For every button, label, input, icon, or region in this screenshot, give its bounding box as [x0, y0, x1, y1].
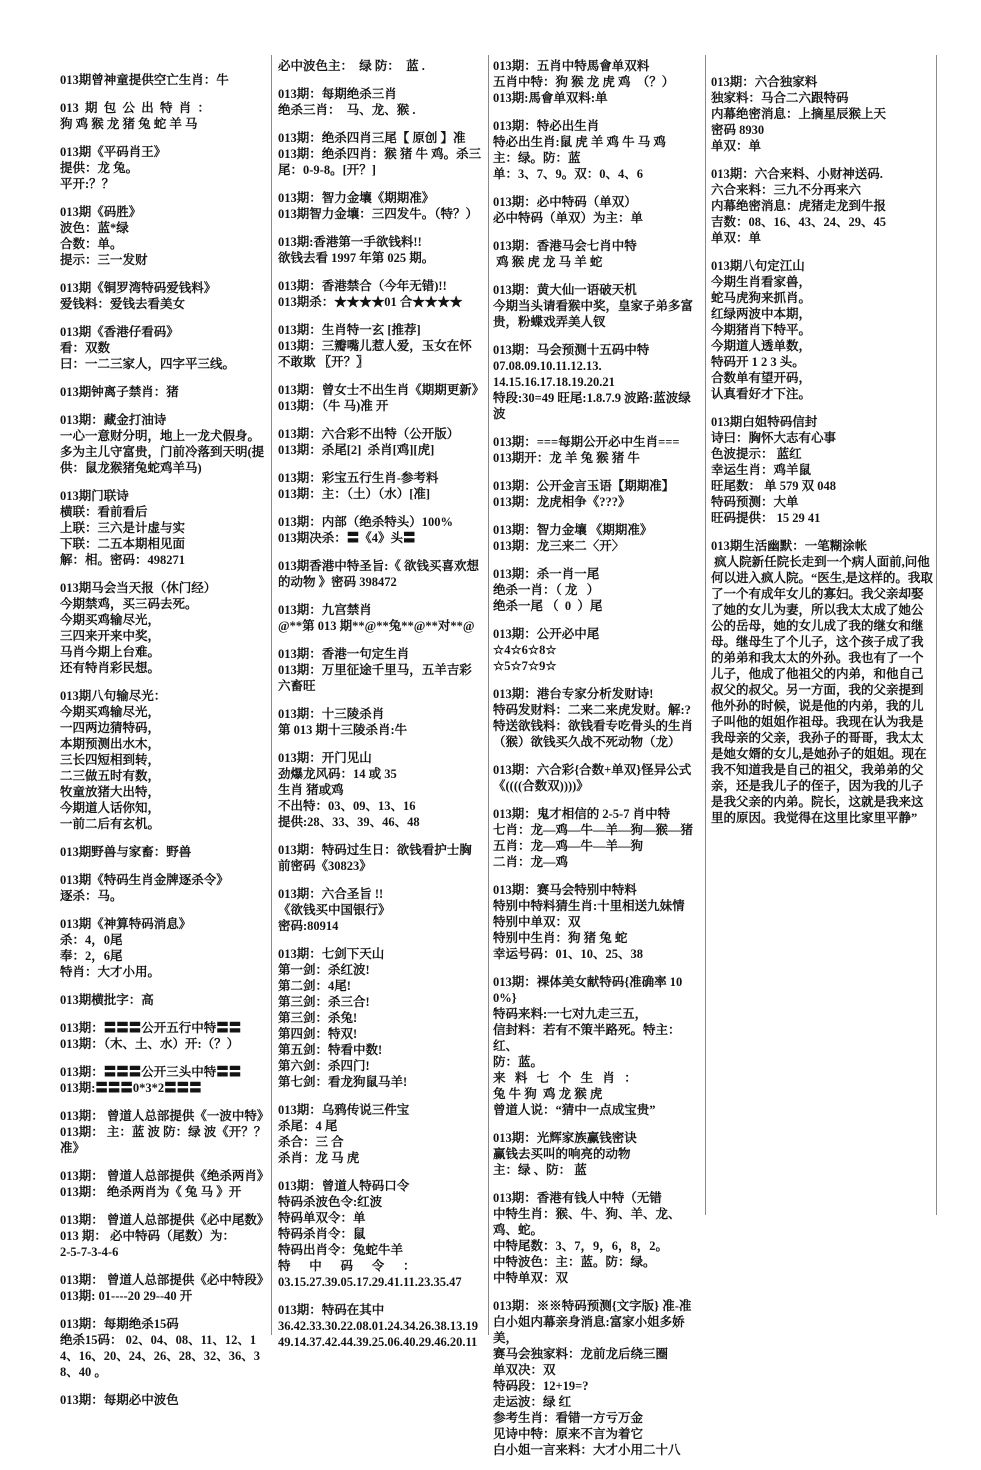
text-line: 013期：（木、土、水）开:（？） — [60, 1037, 240, 1051]
text-line: 013期：特码在其中 — [278, 1303, 385, 1317]
text-block — [493, 686, 700, 750]
text-line: 013期《香港仔看码》 — [60, 325, 179, 339]
text-line: 第三剑：杀兔! — [278, 1011, 358, 1025]
text-line: 013期：杀尾[2] 杀肖[鸡][虎] — [278, 443, 435, 457]
text-block — [278, 278, 482, 310]
text-line: 013期：曾道人特码口令 — [278, 1179, 410, 1193]
text-line: 还有特肖彩民想。 — [60, 661, 161, 675]
text-block — [60, 688, 268, 832]
text-block — [278, 1102, 482, 1166]
text-line: @**第 013 期**@**兔**@**对**@ — [278, 619, 475, 633]
text-line: 013期：港台专家分析发财诗! — [493, 687, 654, 701]
text-block — [60, 844, 268, 860]
text-line: 吉数：08、16、43、24、29、45 — [711, 215, 887, 229]
text-block — [493, 194, 700, 226]
text-block — [60, 280, 268, 312]
text-block — [278, 706, 482, 738]
text-line: 36.42.33.30.22.08.01.24.34.26.38.13.19 — [278, 1319, 478, 1333]
text-line: 013期：彩宝五行生肖-参考料 — [278, 471, 439, 485]
text-line: 白小姐一言来料：大才小用二十八 — [493, 1443, 681, 1457]
text-line: 013 期： 必中特码（尾数）为： — [60, 1229, 236, 1243]
text-block — [278, 58, 482, 74]
text-line: 013期：开门见山 — [278, 751, 372, 765]
text-block — [60, 1064, 268, 1096]
text-line: 2-5-7-3-4-6 — [60, 1245, 119, 1259]
text-line: 013期：六合来料、小财神送码. — [711, 167, 883, 181]
text-line: 奉：2，6尾 — [60, 949, 123, 963]
text-line: 杀肖：龙 马 虎 — [278, 1151, 360, 1165]
text-block — [278, 646, 482, 694]
text-block — [60, 204, 268, 268]
text-block — [278, 322, 482, 370]
text-line: 013期：杀一肖一尾 — [493, 567, 600, 581]
text-block — [711, 74, 933, 154]
text-block — [278, 190, 482, 222]
text-line: 03.15.27.39.05.17.29.41.11.23.35.47 — [278, 1275, 462, 1289]
text-block — [60, 488, 268, 568]
text-line: 解：相。密码：498271 — [60, 553, 186, 567]
text-block — [60, 324, 268, 372]
text-line: 合数：单。 — [60, 237, 123, 251]
text-block — [278, 842, 482, 874]
text-block — [493, 806, 700, 870]
text-line: 013期： 曾道人总部提供《必中特段》 — [60, 1273, 270, 1287]
text-line: 今期道人透单数， — [711, 339, 812, 353]
text-line: 特送欲钱料：欲钱看专吃骨头的生肖（猴）欲钱买久战不死动物（龙） — [493, 719, 694, 749]
text-line: 参考生肖：看错一方亏万金 — [493, 1411, 644, 1425]
text-line: 下联：二五本期相见面 — [60, 537, 186, 551]
text-line: 特码出肖令：兔蛇牛羊 — [278, 1243, 404, 1257]
text-line: 生肖 猪或鸡 — [278, 783, 344, 797]
text-line: 013期：六合圣旨 !! — [278, 887, 384, 901]
text-line: 今期生肖看家兽， — [711, 275, 812, 289]
text-line: 中特尾数：3、7，9，6，8，2。 — [493, 1239, 669, 1253]
text-line: 013期：〓〓〓公开三头中特〓〓 — [60, 1065, 242, 1079]
text-line: 曾道人说：“猜中一点成宝贵” — [493, 1103, 656, 1117]
text-line: 013期：内部（绝杀特头）100% — [278, 515, 454, 529]
text-line: 绝杀一尾 （ 0 ）尾 — [493, 599, 603, 613]
text-block — [711, 538, 933, 826]
text-block — [60, 992, 268, 1008]
text-line: 013期《平码肖王》 — [60, 145, 167, 159]
text-block — [60, 916, 268, 980]
text-block — [711, 258, 933, 402]
text-line: 013期：绝杀四肖三尾【 原创 】准 — [278, 131, 466, 145]
text-line: 特肖：大才小用。 — [60, 965, 161, 979]
text-block — [278, 558, 482, 590]
text-column-4 — [711, 74, 933, 838]
text-block — [60, 72, 268, 88]
text-line: 013期门联诗 — [60, 489, 129, 503]
text-line: ☆5☆7☆9☆ — [493, 659, 557, 673]
text-line: 013期智力金壤：三四发牛。（特？） — [278, 207, 479, 221]
text-line: 鸡 猴 虎 龙 马 羊 蛇 — [493, 255, 603, 269]
text-line: 独家料：马合二六跟特码 — [711, 91, 849, 105]
text-line: 013期：裸体美女献特码{准确率 100%} — [493, 975, 683, 1005]
text-line: 013期： 曾道人总部提供《必中尾数》 — [60, 1213, 270, 1227]
text-line: 单双：单 — [711, 231, 762, 245]
column-divider — [705, 55, 706, 1215]
text-line: 防：蓝。 — [493, 1055, 544, 1069]
text-block — [278, 86, 482, 118]
text-block — [278, 946, 482, 1090]
text-line: 013期：龙三来二〈开〉 — [493, 539, 625, 553]
text-line: 今期猪肖下特平。 — [711, 323, 812, 337]
text-line: 14.15.16.17.18.19.20.21 — [493, 375, 615, 389]
text-line: 013期：香港一句定生肖 — [278, 647, 410, 661]
text-line: 五肖中特：狗 猴 龙 虎 鸡 （？） — [493, 75, 675, 89]
text-line: 013期：※※特码预测{文字版} 准-准 — [493, 1299, 692, 1313]
text-line: 特码单双令：单 — [278, 1211, 366, 1225]
text-line: 红绿两波中本期， — [711, 307, 812, 321]
text-line: 013期： 绝杀两肖为《 兔 马 》开 — [60, 1185, 242, 1199]
text-line: 不出特：03、09、13、16 — [278, 799, 416, 813]
text-line: ☆4☆6☆8☆ — [493, 643, 557, 657]
text-line: 特 中 码 令 ： — [278, 1259, 416, 1273]
text-line: 013期：六合独家料 — [711, 75, 818, 89]
text-line: 013期：九宫禁肖 — [278, 603, 372, 617]
text-line: 013期白姐特码信封 — [711, 415, 818, 429]
text-line: 第三剑：杀三合! — [278, 995, 370, 1009]
text-line: 必中特码（单双）为主：单 — [493, 211, 644, 225]
text-line: 信封料：若有不策半路死。特主：红、 — [493, 1023, 681, 1053]
text-line: 提供:28、33、39、46、48 — [278, 815, 420, 829]
text-line: 特段:30=49 旺尾:1.8.7.9 波路:蓝波绿波 — [493, 391, 691, 421]
text-line: 013 期 包 公 出 特 肖 ： — [60, 101, 211, 115]
text-line: 013期：光辉家族赢钱密诀 — [493, 1131, 637, 1145]
text-line: 013期：特码过生日：欲钱看护士胸前密码《30823》 — [278, 843, 472, 873]
text-block — [278, 750, 482, 830]
text-line: 今期禁鸡，买三码去死。 — [60, 597, 198, 611]
text-line: 第七剑：看龙狗鼠马羊! — [278, 1075, 408, 1089]
text-line: 提示：三一发财 — [60, 253, 148, 267]
text-line: 二肖：龙—鸡 — [493, 855, 569, 869]
text-line: 013期：香港有钱人中特（无错 — [493, 1191, 662, 1205]
text-line: 013期：===每期公开必中生肖=== — [493, 435, 680, 449]
text-block — [278, 514, 482, 546]
text-block — [493, 238, 700, 270]
text-line: 013期八句定江山 — [711, 259, 805, 273]
text-line: 上联：三六是计虚与实 — [60, 521, 186, 535]
text-line: 爱钱料：爱钱去看美女 — [60, 297, 186, 311]
text-line: 013期：藏金打油诗 — [60, 413, 167, 427]
text-line: 兔 牛 狗 鸡 龙 猴 虎 — [493, 1087, 603, 1101]
text-line: 欲钱去看 1997 年第 025 期。 — [278, 251, 435, 265]
text-block — [60, 580, 268, 676]
text-block — [278, 886, 482, 934]
text-line: 013期：每期绝杀15码 — [60, 1317, 179, 1331]
column-divider — [271, 55, 272, 1335]
text-line: 六合来料：三九不分再来六 — [711, 183, 862, 197]
text-line: 特码预测：大单 — [711, 495, 799, 509]
text-line: 认真看好才下注。 — [711, 387, 812, 401]
text-line: 特码杀波色令:红波 — [278, 1195, 383, 1209]
text-block — [60, 100, 268, 132]
text-line: 横联：看前看后 — [60, 505, 148, 519]
text-line: 013期：龙虎相争《???》 — [493, 495, 631, 509]
text-block — [60, 872, 268, 904]
text-line: 内幕绝密消息：上摘星辰猴上天 — [711, 107, 887, 121]
text-block — [60, 1108, 268, 1156]
text-line: 中特单双：双 — [493, 1271, 569, 1285]
text-block — [60, 1020, 268, 1052]
text-line: 013期《铜罗湾特码爱钱料》 — [60, 281, 217, 295]
text-line: 013期：六合彩不出特（公开版） — [278, 427, 460, 441]
text-line: 平开:？？ — [60, 177, 115, 191]
text-block — [711, 166, 933, 246]
text-line: 三四来开来中奖， — [60, 629, 161, 643]
text-line: 赛马会独家料：龙前龙后绕三圈 — [493, 1347, 669, 1361]
text-line: 《((((合数双))))》 — [493, 779, 589, 793]
text-line: 013期：智力金壤《期期准》 — [278, 191, 435, 205]
text-line: 来 料 七 个 生 肖 ： — [493, 1071, 637, 1085]
text-line: 013期：五肖中特馬會单双料 — [493, 59, 650, 73]
text-block — [278, 130, 482, 178]
text-line: 提供：龙 兔。 — [60, 161, 139, 175]
text-block — [493, 342, 700, 422]
text-line: 013期：马会预测十五码中特 — [493, 343, 650, 357]
text-line: 牧童放猪大出特， — [60, 785, 161, 799]
text-line: 第五剑：特看中数! — [278, 1043, 383, 1057]
text-line: 013期：三瓣嘴儿惹人爱，玉女在怀不敢欺 〖开？〗 — [278, 339, 472, 369]
text-line: 013期：必中特码（单双） — [493, 195, 637, 209]
text-line: 第一剑：杀红波! — [278, 963, 370, 977]
text-line: 单双：单 — [711, 139, 762, 153]
text-line: 疯人院新任院长走到一个病人面前,问他何以进入疯人院。“医生,是这样的。我取了一个有成年女儿的寡妇。我父亲却娶了她的女儿为妻，所以我太太成了她公公的岳母，她的女儿成了我的继女和继母。继母生了个儿子，这个孩子成了我的弟弟和我太太的外孙。我也有了一个儿子，他成了他祖父的内弟，和他自己叔父的叔父。另一方面，我的父亲提到他外孙的时候，说是他的内弟，我的儿子叫他的姐姐作祖母。我现在认为我是我母亲的父亲，我孙子的哥哥，我太太是她女婿的女儿,是她孙子的姐姐。现在我不知道我是自己的祖父，我弟弟的父亲，还是我儿子的侄子，因为我的儿子是我父亲的内弟。院长，这就是我来这里的原因。我觉得在这里比家里平静” — [711, 555, 933, 825]
text-line: 特码发财料：二来二来虎发财。解:? — [493, 703, 691, 717]
text-line: 013期：万里征途千里马，五羊吉彩六畜旺 — [278, 663, 472, 693]
text-block — [278, 234, 482, 266]
text-block — [493, 282, 700, 330]
text-line: 013期:馬會单双料:单 — [493, 91, 608, 105]
text-line: 013期决杀：〓《4》头〓 — [278, 531, 416, 545]
text-line: 013期：七剑下天山 — [278, 947, 385, 961]
text-line: 密码:80914 — [278, 919, 339, 933]
text-block — [60, 412, 268, 476]
text-line: 013期：赛马会特别中特料 — [493, 883, 637, 897]
text-block — [493, 1130, 700, 1178]
text-line: 单双决：双 — [493, 1363, 556, 1377]
text-line: 013期开：龙 羊 兔 猴 猪 牛 — [493, 451, 640, 465]
column-divider — [936, 55, 937, 1215]
text-line: 特码杀肖令：鼠 — [278, 1227, 366, 1241]
text-line: 一心一意财分明，地上一龙犬假身。多为主儿守富贵，门前冷落到天明(提供：鼠龙猴猪兔蛇鸡羊马) — [60, 429, 265, 475]
text-line: 013期: 01----20 29--40 开 — [60, 1289, 193, 1303]
text-line: 今期道人话你知， — [60, 801, 161, 815]
column-divider — [488, 55, 489, 1335]
text-line: 013期：香港禁合（今年无错)!! — [278, 279, 447, 293]
text-line: 走运波：绿 红 — [493, 1395, 572, 1409]
text-line: 013期：每期绝杀三肖 — [278, 87, 397, 101]
text-line: 本期预测出水木， — [60, 737, 161, 751]
text-line: 013期:〓〓〓0*3*2〓〓〓 — [60, 1081, 202, 1095]
text-line: 特别中单双：双 — [493, 915, 581, 929]
text-line: 013期：鬼才相信的 2-5-7 肖中特 — [493, 807, 671, 821]
text-line: 内幕绝密消息：虎猪走龙到牛报 — [711, 199, 887, 213]
text-line: 特码开 1 2 3 头。 — [711, 355, 805, 369]
text-line: 013期曾神童提供空亡生肖：牛 — [60, 73, 229, 87]
text-line: 七肖：龙—鸡—牛—羊—狗—猴—猪 — [493, 823, 694, 837]
text-block — [493, 478, 700, 510]
text-line: 013期：（牛 马)准 开 — [278, 399, 389, 413]
text-line: 013期：绝杀四肖：猴 猪 牛 鸡。杀三尾：0-9-8。[开？] — [278, 147, 482, 177]
text-block — [493, 522, 700, 554]
text-line: 特码来料:一七对九走三五， — [493, 1007, 648, 1021]
text-line: 013期：曾女士不出生肖《期期更新》 — [278, 383, 485, 397]
text-column-2 — [278, 58, 485, 1362]
text-line: 绝杀一肖：（ 龙 ） — [493, 583, 600, 597]
text-line: 第二剑：4尾! — [278, 979, 351, 993]
text-line: 013期钟离子禁肖：猪 — [60, 385, 179, 399]
text-line: 狗 鸡 猴 龙 猪 兔 蛇 羊 马 — [60, 117, 198, 131]
text-line: 幸运号码：01、10、25、38 — [493, 947, 644, 961]
text-block — [493, 882, 700, 962]
text-block — [60, 1392, 268, 1408]
text-line: 密码 8930 — [711, 123, 765, 137]
text-line: 一四两边猜特码， — [60, 721, 161, 735]
text-block — [60, 144, 268, 192]
text-line: 013期横批字：高 — [60, 993, 154, 1007]
text-line: 今期买鸡输尽光， — [60, 705, 161, 719]
text-line: 013期《神算特码消息》 — [60, 917, 192, 931]
text-block — [493, 58, 700, 106]
text-block — [60, 1272, 268, 1304]
text-block — [60, 384, 268, 400]
text-line: 第六剑：杀四门! — [278, 1059, 370, 1073]
text-line: 五肖：龙—鸡—牛—羊—狗 — [493, 839, 644, 853]
text-block — [60, 1212, 268, 1260]
text-block — [278, 382, 485, 414]
text-block — [278, 1302, 482, 1350]
text-line: 诗曰：胸怀大志有心事 — [711, 431, 837, 445]
text-line: 曰：一二三家人，四字平三线。 — [60, 357, 236, 371]
text-line: 07.08.09.10.11.12.13. — [493, 359, 602, 373]
text-line: 幸运生肖：鸡羊鼠 — [711, 463, 812, 477]
text-line: 绝杀三肖： 马、龙、猴 . — [278, 103, 416, 117]
text-block — [493, 434, 700, 466]
text-line: 旺码提供： 15 29 41 — [711, 511, 821, 525]
text-line: 中特生肖：猴、牛、狗、羊、龙、鸡、蛇。 — [493, 1207, 681, 1237]
text-block — [278, 1178, 482, 1290]
text-line: 马肖今期上台难。 — [60, 645, 161, 659]
text-line: 主：绿。防：蓝 — [493, 151, 581, 165]
text-line: 013期：乌鸦传说三件宝 — [278, 1103, 410, 1117]
text-line: 013期：公开必中尾 — [493, 627, 600, 641]
text-line: 013期： 主：蓝 波 防：绿 波《开？？准》 — [60, 1125, 267, 1155]
text-line: 013期： 曾道人总部提供《绝杀两肖》 — [60, 1169, 270, 1183]
text-line: 013期：主：（土）（水）[准] — [278, 487, 431, 501]
text-line: 013期：十三陵杀肖 — [278, 707, 385, 721]
text-line: 杀合：三 合 — [278, 1135, 344, 1149]
text-line: 013期杀：★★★★01 合★★★★ — [278, 295, 463, 309]
text-block — [278, 602, 482, 634]
text-line: 013期：生肖特一玄 [推荐] — [278, 323, 421, 337]
text-block — [60, 1168, 268, 1200]
text-line: 第四剑：特双! — [278, 1027, 358, 1041]
text-line: 013期八句输尽光： — [60, 689, 167, 703]
text-line: 一前二后有玄机。 — [60, 817, 161, 831]
text-line: 赢钱去买叫的响亮的动物 — [493, 1147, 631, 1161]
text-line: 今期买鸡输尽光， — [60, 613, 161, 627]
text-line: 特别中生肖：狗 猪 兔 蛇 — [493, 931, 628, 945]
text-line: 必中波色主： 绿 防： 蓝 . — [278, 59, 425, 73]
text-line: 013期：黄大仙一语破天机 — [493, 283, 637, 297]
text-block — [493, 118, 700, 182]
text-line: 013期：公开金言玉语【期期准】 — [493, 479, 675, 493]
text-line: 013期： 曾道人总部提供《一波中特》 — [60, 1109, 270, 1123]
text-block — [493, 762, 700, 794]
text-line: 013期香港中特圣旨:《 欲钱买喜欢想的动物 》密码 398472 — [278, 559, 480, 589]
text-line: 二三做五时有数， — [60, 769, 161, 783]
text-line: 013期生活幽默：一笔糊涂帐 — [711, 539, 868, 553]
text-block — [60, 1316, 268, 1380]
text-line: 见诗中特：原来不言为着它 — [493, 1427, 644, 1441]
text-line: 中特波色：主：蓝。防：绿。 — [493, 1255, 656, 1269]
text-line: 特别中特料猜生肖:十里相送九妹情 — [493, 899, 685, 913]
text-line: 劲爆龙风码：14 或 35 — [278, 767, 397, 781]
text-line: 013期:香港第一手欲钱料!! — [278, 235, 422, 249]
text-line: 主：绿 、防： 蓝 — [493, 1163, 587, 1177]
text-line: 013期：〓〓〓公开五行中特〓〓 — [60, 1021, 242, 1035]
text-line: 合数单有望开码， — [711, 371, 812, 385]
text-line: 《欲钱买中国银行》 — [278, 903, 391, 917]
text-line: 逐杀：马。 — [60, 889, 123, 903]
text-line: 绝杀15码： 02、04、08、11、12、14、16、20、24、26、28、32、36、38、40 。 — [60, 1333, 261, 1379]
text-line: 三长四短相到转， — [60, 753, 161, 767]
text-line: 013期：香港马会七肖中特 — [493, 239, 637, 253]
text-line: 013期：六合彩{合数+单双}怪异公式 — [493, 763, 692, 777]
text-line: 013期：每期必中波色 — [60, 1393, 179, 1407]
text-line: 白小姐内幕亲身消息:富家小姐多娇美， — [493, 1315, 685, 1345]
text-line: 蛇马虎狗来抓肖。 — [711, 291, 812, 305]
text-block — [278, 470, 482, 502]
text-column-1 — [60, 72, 268, 1420]
text-block — [711, 414, 933, 526]
text-line: 今期当头请看猴中奖，皇家子弟多富贵，粉蝶戏弄美人钗 — [493, 299, 694, 329]
text-line: 013期：智力金壤 《期期准》 — [493, 523, 653, 537]
text-block — [278, 426, 482, 458]
text-line: 杀：4，0尾 — [60, 933, 123, 947]
text-line: 旺尾数： 单 579 双 048 — [711, 479, 837, 493]
text-line: 013期：特必出生肖 — [493, 119, 600, 133]
text-line: 013期野兽与家畜：野兽 — [60, 845, 192, 859]
text-line: 第 013 期十三陵杀肖:牛 — [278, 723, 408, 737]
text-column-3 — [493, 58, 700, 1470]
text-line: 看：双数 — [60, 341, 111, 355]
text-line: 013期《特码生肖金牌逐杀令》 — [60, 873, 229, 887]
text-block — [493, 566, 700, 614]
text-line: 杀尾：4 尾 — [278, 1119, 338, 1133]
text-line: 色波提示： 蓝红 — [711, 447, 802, 461]
text-line: 特码段：12+19=? — [493, 1379, 589, 1393]
text-line: 49.14.37.42.44.39.25.06.40.29.46.20.11 — [278, 1335, 478, 1349]
text-line: 013期《码胜》 — [60, 205, 142, 219]
text-line: 单：3、7、9。双：0、4、6 — [493, 167, 644, 181]
text-block — [493, 974, 700, 1118]
text-line: 特必出生肖:鼠 虎 羊 鸡 牛 马 鸡 — [493, 135, 666, 149]
text-line: 013期马会当天报（休门经） — [60, 581, 217, 595]
text-block — [493, 626, 700, 674]
text-block — [493, 1190, 700, 1286]
text-line: 波色：蓝*绿 — [60, 221, 129, 235]
text-block — [493, 1298, 700, 1458]
